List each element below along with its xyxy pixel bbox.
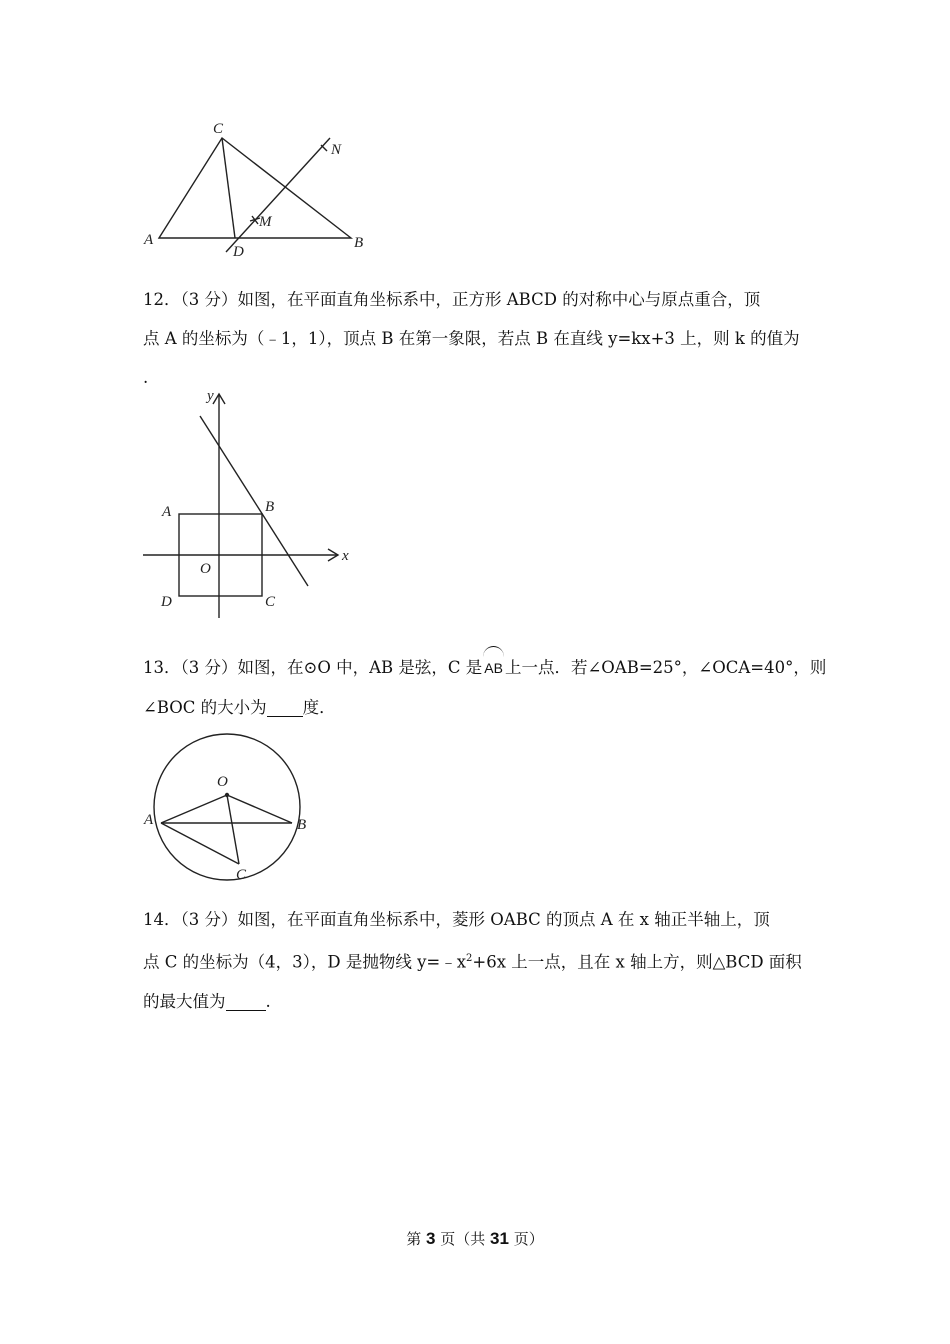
footer-text: 第	[406, 1230, 427, 1248]
question-text: .	[265, 991, 271, 1011]
label-n: N	[331, 142, 342, 158]
question-14	[143, 900, 813, 1021]
label-a: A	[162, 504, 172, 520]
segment-oc	[227, 795, 239, 864]
label-b: B	[265, 499, 275, 515]
answer-blank[interactable]	[267, 696, 303, 717]
question-text: 度．	[302, 698, 336, 717]
question-number: 12．	[143, 290, 181, 309]
label-c: C	[265, 594, 276, 610]
figure-circle-o	[140, 730, 330, 885]
figure-square-coordinate	[140, 385, 370, 620]
label-a: A	[144, 232, 154, 248]
label-o: O	[217, 774, 228, 790]
segment-ob	[227, 795, 292, 823]
label-d: D	[233, 244, 244, 260]
question-text: 如图，在⊙O 中，AB 是弦，C 是	[237, 658, 483, 677]
label-a: A	[144, 812, 154, 828]
label-m: M	[259, 214, 272, 230]
segment-oa	[161, 795, 227, 823]
footer-text: 页（共	[435, 1230, 491, 1248]
label-c: C	[213, 121, 224, 137]
current-page-number: 3	[426, 1229, 436, 1248]
question-text: +6x 上一点，且在 x 轴上方，则△BCD 面积	[472, 952, 802, 972]
question-text: 的最大值为	[143, 991, 226, 1011]
question-12	[143, 280, 813, 397]
question-text: 点 C 的坐标为（4，3），D 是抛物线 y=﹣x	[143, 952, 467, 972]
question-text-line: 点 A 的坐标为（﹣1，1），顶点 B 在第一象限，若点 B 在直线 y=kx+3 上，则 k 的值为	[143, 329, 800, 348]
question-number: 14．	[143, 910, 181, 929]
label-y: y	[207, 388, 214, 404]
triangle-abc	[159, 138, 351, 238]
label-b: B	[354, 235, 364, 251]
superscript: 2	[466, 953, 473, 964]
label-o: O	[200, 561, 211, 577]
question-text: 如图，在平面直角坐标系中，菱形 OABC 的顶点 A 在 x 轴正半轴上，顶	[237, 910, 770, 929]
question-score: （3 分）	[180, 658, 238, 677]
figure-triangle-mn	[140, 118, 370, 263]
page-footer	[0, 1228, 950, 1249]
question-text: 上一点．若∠OAB=25°，∠OCA=40°，则	[504, 658, 827, 677]
question-score: （3 分）	[180, 290, 238, 309]
label-d: D	[161, 594, 172, 610]
question-text-line: .	[143, 368, 149, 387]
label-b: B	[297, 817, 307, 833]
segment-cd	[222, 138, 235, 238]
center-point-o	[225, 793, 229, 797]
footer-text: 页）	[508, 1230, 544, 1248]
answer-blank[interactable]	[226, 990, 266, 1011]
label-x: x	[342, 548, 349, 564]
segment-ac	[161, 823, 239, 864]
question-13	[143, 648, 827, 727]
line-y-kx-3	[200, 416, 308, 586]
total-page-number: 31	[490, 1229, 509, 1248]
question-score: （3 分）	[180, 910, 238, 929]
question-text: ∠BOC 的大小为	[143, 698, 267, 717]
label-c: C	[236, 867, 247, 883]
question-text: 如图，在平面直角坐标系中，正方形 ABCD 的对称中心与原点重合，顶	[237, 290, 761, 309]
line-mn	[226, 138, 330, 252]
question-number: 13．	[143, 658, 181, 677]
arc-ab-symbol: AB	[482, 649, 505, 688]
